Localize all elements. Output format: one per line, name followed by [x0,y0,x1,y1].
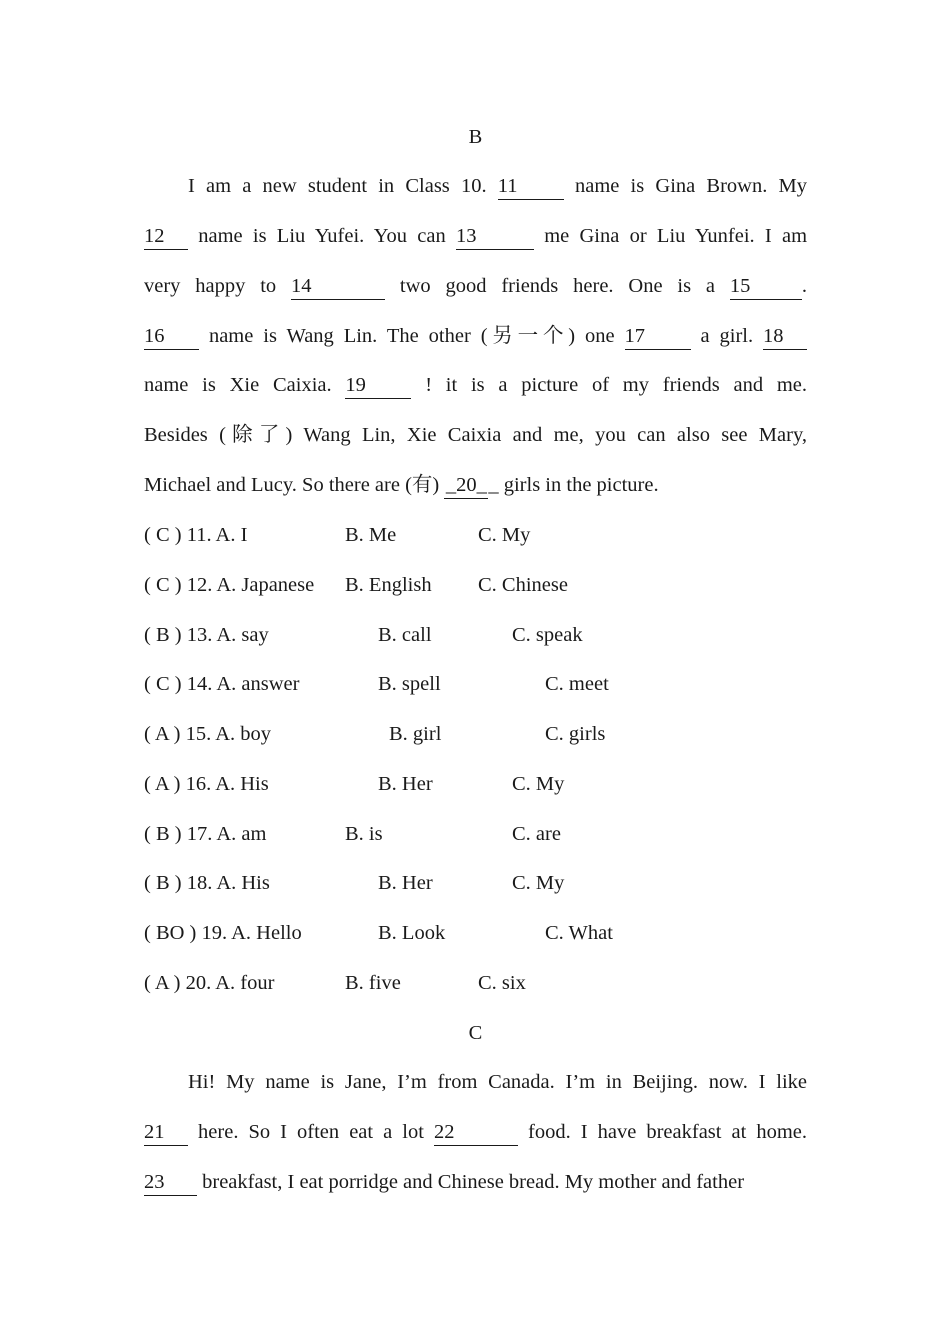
blank-11: 11 [498,174,564,200]
question-item [144,669,807,699]
section-c-heading: C [468,1022,483,1044]
option-c: C. My [478,524,531,546]
passage-text: I am a new student in Class 10. [188,175,487,197]
question-answer: ( A ) 16. A. His [144,773,269,795]
option-c: C. My [512,872,565,894]
blank-17: 17 [625,324,691,350]
passage-text: a girl. [700,325,754,347]
option-c: C. speak [512,624,583,646]
passage-text: food. I have breakfast at home. [528,1121,808,1143]
blank-23: 23 [144,1170,197,1196]
question-item [144,819,807,849]
option-c: C. My [512,773,565,795]
passage-text: ! it is a picture of my friends and me. [425,374,808,396]
option-b: B. Me [345,524,397,546]
option-b: B. girl [389,723,442,745]
blank-16: 16 [144,324,199,350]
question-answer: ( B ) 17. A. am [144,823,267,845]
option-c: C. girls [545,723,606,745]
option-b: B. Her [378,872,433,894]
option-c: C. are [512,823,561,845]
blank-18: 18 [763,324,807,350]
option-b: B. five [345,972,401,994]
question-answer: ( C ) 12. A. Japanese [144,574,315,596]
passage-line [144,370,807,400]
option-b: B. English [345,574,432,596]
passage-line [188,171,807,201]
option-c: C. Chinese [478,574,568,596]
blank-22: 22 [434,1120,518,1146]
passage-text: name is Wang Lin. The other (另一个) one [208,325,615,347]
passage-line: Hi! My name is Jane, I’m from Canada. I’m in Beijing. now. I like [188,1071,807,1093]
section-b-heading: B [468,126,483,148]
option-c: C. six [478,972,526,994]
question-answer: ( B ) 13. A. say [144,624,269,646]
question-answer: ( A ) 15. A. boy [144,723,271,745]
blank-14: 14 [291,274,385,300]
passage-text: here. So I often eat a lot [198,1121,424,1143]
passage-text: Michael and Lucy. So there are (有) [144,474,445,496]
blank-20: _20_ [444,473,488,499]
question-item [144,719,807,749]
blank-12: 12 [144,224,188,250]
passage-text: two good friends here. One is a [399,275,716,297]
passage-line [144,221,807,251]
blank-21: 21 [144,1120,188,1146]
option-c: C. meet [545,673,609,695]
question-answer: ( A ) 20. A. four [144,972,275,994]
option-b: B. Her [378,773,433,795]
passage-line [144,470,807,500]
question-item [144,520,807,550]
passage-text: very happy to [144,275,277,297]
passage-text: breakfast, I eat porridge and Chinese bread. My mother and father [202,1171,745,1193]
blank-13: 13 [456,224,534,250]
question-item [144,620,807,650]
passage-text: me Gina or Liu Yunfei. I am [544,225,808,247]
option-b: B. is [345,823,383,845]
question-answer: ( BO ) 19. A. Hello [144,922,302,944]
passage-text: name is Gina Brown. My [574,175,808,197]
passage-line [144,321,807,351]
option-b: B. call [378,624,432,646]
passage-line [144,1117,807,1147]
option-b: B. spell [378,673,441,695]
blank-19: 19 [345,373,411,399]
question-item [144,769,807,799]
passage-text: name is Liu Yufei. You can [198,225,446,247]
question-answer: ( C ) 14. A. answer [144,673,300,695]
passage-line [144,271,807,301]
option-c: C. What [545,922,613,944]
question-answer: ( C ) 11. A. I [144,524,248,546]
question-item [144,868,807,898]
blank-15: 15 [730,274,802,300]
question-item [144,570,807,600]
passage-line: Besides (除了) Wang Lin, Xie Caixia and me, you can also see Mary, [144,424,807,446]
question-answer: ( B ) 18. A. His [144,872,270,894]
passage-text: name is Xie Caixia. [144,374,332,396]
passage-text: . [801,275,808,297]
question-item [144,968,807,998]
option-b: B. Look [378,922,446,944]
passage-line [144,1167,807,1197]
question-item [144,918,807,948]
passage-text: _ girls in the picture. [488,474,659,496]
